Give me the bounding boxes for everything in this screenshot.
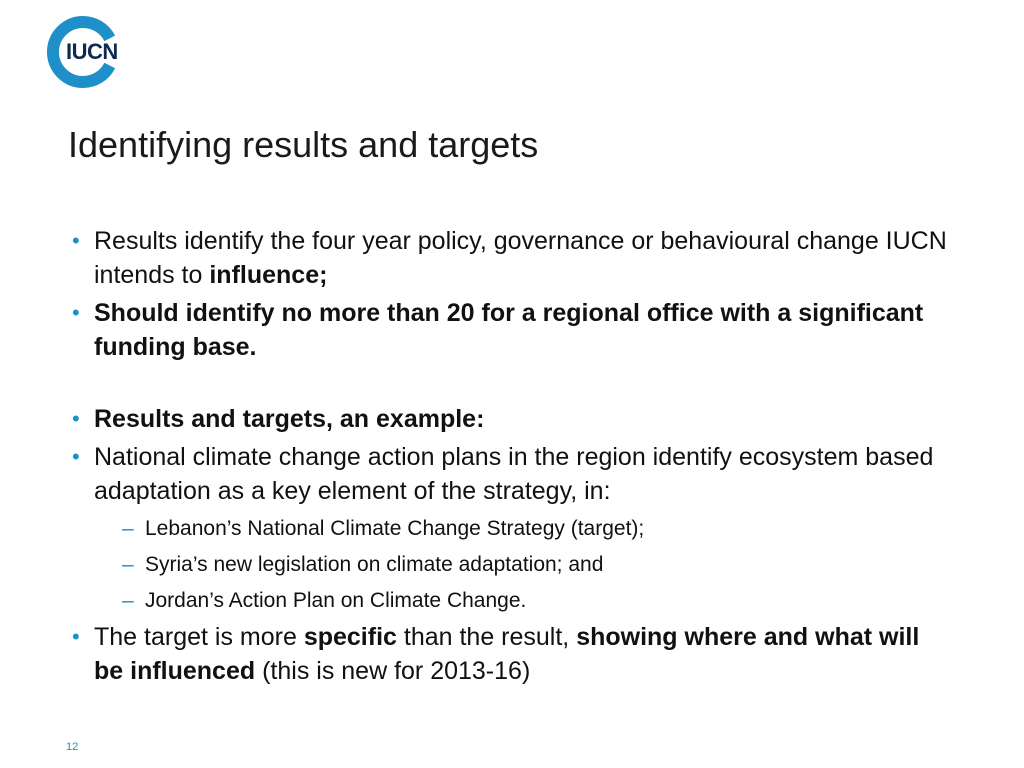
dash-icon: – xyxy=(122,589,134,612)
dash-icon: – xyxy=(122,517,134,540)
bullet-item xyxy=(72,440,952,508)
bullet-text-bold: Should identify no more than 20 for a regional office with a significant funding base. xyxy=(94,299,924,361)
sub-bullet-text: Syria’s new legislation on climate adaptation; and xyxy=(145,553,604,576)
bullet-item xyxy=(72,402,952,436)
bullet-icon: • xyxy=(72,228,80,253)
bullet-item xyxy=(72,620,952,688)
sub-bullet-text: Lebanon’s National Climate Change Strategy (target); xyxy=(145,517,645,540)
bullet-text-bold: Results and targets, an example: xyxy=(94,405,485,433)
sub-bullet-text: Jordan’s Action Plan on Climate Change. xyxy=(145,589,527,612)
bullet-icon: • xyxy=(72,300,80,325)
bullet-text: The target is more xyxy=(94,623,304,651)
bullet-text: than the result, xyxy=(396,623,577,651)
bullet-text: National climate change action plans in the region identify ecosystem based adaptation as a key element of the strategy, in: xyxy=(94,443,934,505)
bullet-icon: • xyxy=(72,406,80,431)
sub-bullet-item xyxy=(72,550,952,580)
bullet-icon: • xyxy=(72,624,80,649)
bullet-text-bold: influence; xyxy=(209,261,328,289)
bullet-text-bold: showing where and what will be influenced xyxy=(94,623,920,685)
bullet-icon: • xyxy=(72,444,80,469)
logo-text: IUCN xyxy=(66,39,118,64)
bullet-item xyxy=(72,296,952,364)
sub-bullet-item xyxy=(72,514,952,544)
bullet-text: Results identify the four year policy, governance or behavioural change IUCN intends to xyxy=(94,227,947,289)
bullet-text: (this is new for 2013-16) xyxy=(255,657,531,685)
bullet-item xyxy=(72,224,952,292)
dash-icon: – xyxy=(122,553,134,576)
slide-title: Identifying results and targets xyxy=(68,124,539,165)
bullet-text-bold: specific xyxy=(303,623,397,651)
sub-bullet-item xyxy=(72,586,952,616)
slide-content xyxy=(72,224,952,688)
page-number: 12 xyxy=(66,741,79,753)
